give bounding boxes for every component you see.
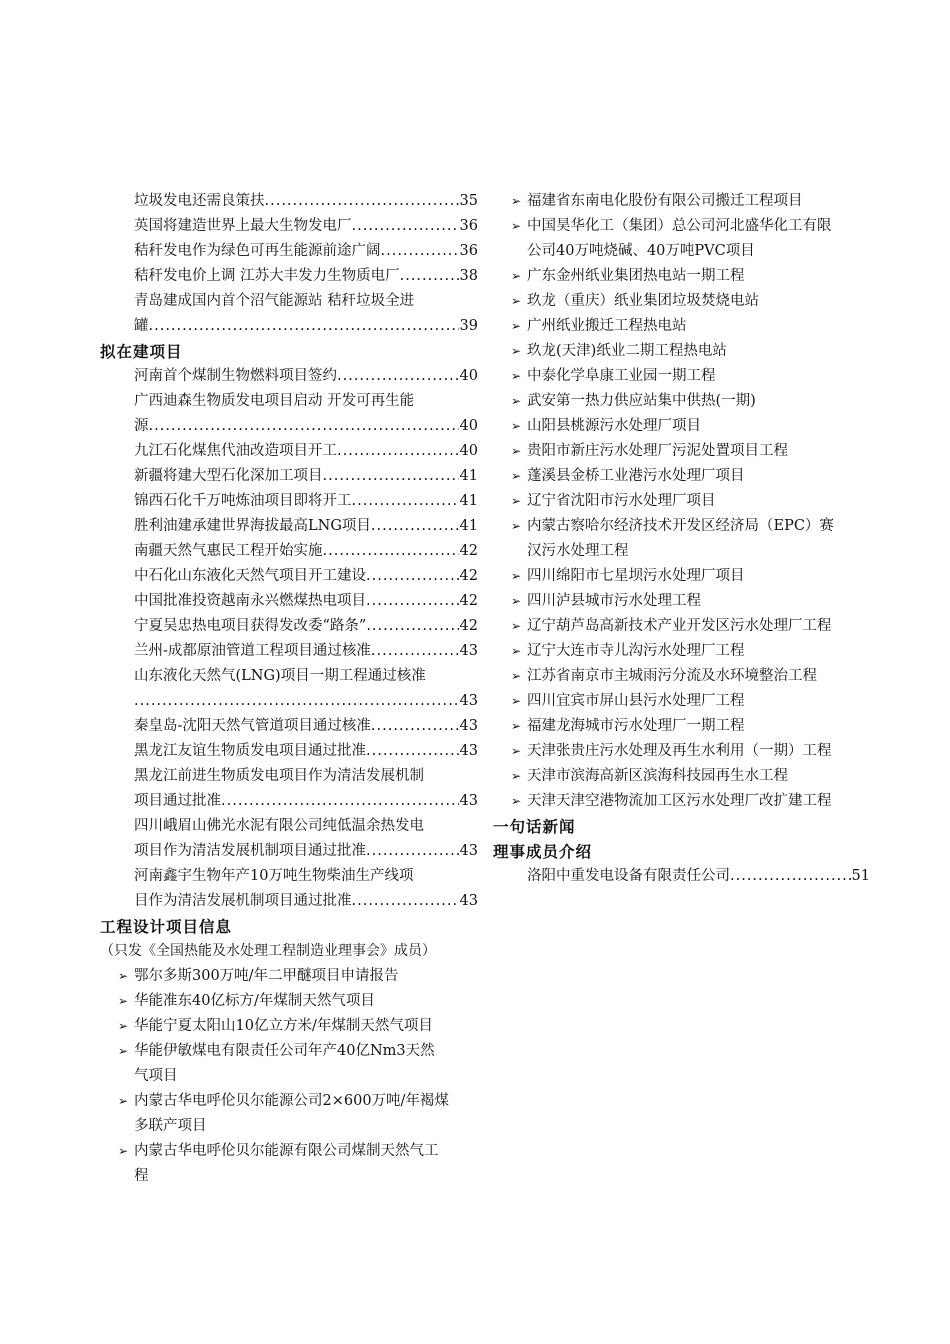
arrow-bullet-icon: ➢ — [118, 1094, 129, 1108]
toc-entry[interactable]: 新疆将建大型石化深加工项目 ..... 41 — [100, 464, 478, 489]
toc-section-planned — [100, 364, 478, 914]
design-list-item[interactable] — [100, 1089, 478, 1139]
toc-entry[interactable]: 九江石化煤焦代油改造项目开工 ..... 40 — [100, 439, 478, 464]
design-list-item[interactable] — [493, 789, 870, 814]
design-list-item[interactable] — [493, 714, 870, 739]
design-list-item-line — [511, 339, 870, 364]
toc-entry[interactable]: 河南首个煤制生物燃料项目签约 ..... 40 — [100, 364, 478, 389]
toc-entry[interactable]: 黑龙江友谊生物质发电项目通过批准 ..... 43 — [100, 739, 478, 764]
arrow-bullet-icon: ➢ — [118, 969, 129, 983]
arrow-bullet-icon: ➢ — [511, 619, 522, 633]
design-list-item-text: 玖龙(天津)纸业二期工程热电站 — [527, 343, 727, 359]
arrow-bullet-icon: ➢ — [118, 1044, 129, 1058]
section-heading-news: 一句话新闻 — [493, 817, 576, 836]
design-note: （只发《全国热能及水处理工程制造业理事会》成员） — [100, 943, 436, 959]
design-list-item-text: 四川宜宾市屏山县污水处理厂工程 — [527, 693, 745, 709]
design-list-item[interactable] — [493, 614, 870, 639]
design-list-item[interactable] — [493, 364, 870, 389]
design-list-item-line — [511, 564, 870, 589]
design-list-item-text: 四川绵阳市七星坝污水处理厂项目 — [527, 568, 745, 584]
arrow-bullet-icon: ➢ — [511, 594, 522, 608]
design-list-item-line — [511, 189, 870, 214]
arrow-bullet-icon: ➢ — [511, 294, 522, 308]
design-list-item[interactable] — [493, 564, 870, 589]
design-list-item-line — [511, 589, 870, 614]
toc-entry-line2[interactable]: 目作为清洁发展机制项目通过批准 ..... 43 — [100, 889, 478, 914]
design-list-item-text: 山阳县桃源污水处理厂项目 — [527, 418, 701, 434]
arrow-bullet-icon: ➢ — [511, 269, 522, 283]
arrow-bullet-icon: ➢ — [118, 1144, 129, 1158]
design-list-item-text: 贵阳市新庄污水处理厂污泥处置项目工程 — [527, 443, 788, 459]
design-list-item[interactable] — [100, 964, 478, 989]
arrow-bullet-icon: ➢ — [511, 344, 522, 358]
design-list-item-text: 内蒙古察哈尔经济技术开发区经济局（EPC）赛 — [527, 518, 834, 534]
section-heading-design: 工程设计项目信息 — [100, 917, 233, 936]
toc-entry[interactable]: 洛阳中重发电设备有限责任公司 ..... 51 — [493, 864, 870, 889]
arrow-bullet-icon: ➢ — [511, 694, 522, 708]
design-list-item-line — [511, 439, 870, 464]
arrow-bullet-icon: ➢ — [511, 719, 522, 733]
design-list-item[interactable] — [100, 1039, 478, 1089]
design-list-item-line — [118, 1039, 478, 1064]
design-list-item[interactable] — [100, 1139, 478, 1189]
left-column — [100, 189, 478, 1189]
design-list-item[interactable] — [493, 189, 870, 214]
design-list-item-line — [511, 364, 870, 389]
arrow-bullet-icon: ➢ — [511, 219, 522, 233]
toc-entry[interactable]: 宁夏吴忠热电项目获得发改委“路条” ..... 42 — [100, 614, 478, 639]
toc-entry[interactable]: 秸秆发电价上调 江苏大丰发力生物质电厂 ..... 38 — [100, 264, 478, 289]
section-heading-members: 理事成员介绍 — [493, 842, 593, 861]
design-list-item-continuation: 多联产项目 — [134, 1118, 207, 1134]
design-list-item[interactable] — [493, 764, 870, 789]
design-list-item-line — [118, 964, 478, 989]
design-list-item-text: 天津天津空港物流加工区污水处理厂改扩建工程 — [527, 793, 832, 809]
arrow-bullet-icon: ➢ — [511, 769, 522, 783]
design-list-item-text: 福建省东南电化股份有限公司搬迁工程项目 — [527, 193, 803, 209]
design-list-item[interactable] — [493, 689, 870, 714]
design-list-item-text: 玖龙（重庆）纸业集团垃圾焚烧电站 — [527, 293, 759, 309]
arrow-bullet-icon: ➢ — [118, 994, 129, 1008]
arrow-bullet-icon: ➢ — [511, 319, 522, 333]
design-list-item-text: 鄂尔多斯300万吨/年二甲醚项目申请报告 — [134, 968, 399, 984]
design-list-item-text: 内蒙古华电呼伦贝尔能源有限公司煤制天然气工 — [134, 1143, 439, 1159]
design-list-item-text: 天津市滨海高新区滨海科技园再生水工程 — [527, 768, 788, 784]
design-list-item[interactable] — [493, 514, 870, 564]
design-list-item[interactable] — [493, 489, 870, 514]
right-column — [493, 189, 870, 889]
design-list — [100, 964, 478, 1189]
toc-entry-line1[interactable]: 广西迪森生物质发电项目启动 开发可再生能 — [134, 393, 415, 409]
design-list-item-line — [511, 414, 870, 439]
design-list-item-text: 辽宁葫芦岛高新技术产业开发区污水处理厂工程 — [527, 618, 832, 634]
design-list-item-line — [511, 264, 870, 289]
design-list-item[interactable] — [100, 1014, 478, 1039]
design-list-item[interactable] — [493, 414, 870, 439]
arrow-bullet-icon: ➢ — [118, 1019, 129, 1033]
design-list-item-line — [511, 289, 870, 314]
design-list-item[interactable] — [493, 589, 870, 614]
toc-entry-line1[interactable]: 山东液化天然气(LNG)项目一期工程通过核准 — [134, 668, 426, 684]
arrow-bullet-icon: ➢ — [511, 194, 522, 208]
arrow-bullet-icon: ➢ — [511, 744, 522, 758]
toc-entry[interactable]: 秦皇岛-沈阳天然气管道项目通过核准 ..... 43 — [100, 714, 478, 739]
design-list-item-line — [511, 314, 870, 339]
design-list-item[interactable] — [493, 214, 870, 264]
design-list-item-line — [511, 389, 870, 414]
design-list-item-line — [511, 689, 870, 714]
design-list-item-line — [118, 1089, 478, 1114]
arrow-bullet-icon: ➢ — [511, 569, 522, 583]
design-list-item-line — [511, 789, 870, 814]
design-list-item[interactable] — [493, 289, 870, 314]
design-list-item-continuation: 程 — [134, 1168, 149, 1184]
design-list-item-text: 江苏省南京市主城雨污分流及水环境整治工程 — [527, 668, 817, 684]
design-list-item-text: 四川泸县城市污水处理工程 — [527, 593, 701, 609]
toc-section-top — [100, 189, 478, 339]
design-list-item-text: 蓬溪县金桥工业港污水处理厂项目 — [527, 468, 745, 484]
toc-entry[interactable]: 中国批准投资越南永兴燃煤热电项目 ..... 42 — [100, 589, 478, 614]
design-list-item-text: 华能宁夏太阳山10亿立方米/年煤制天然气项目 — [134, 1018, 433, 1034]
design-list-item-line — [511, 214, 870, 239]
toc-entry[interactable]: 南疆天然气惠民工程开始实施 ..... 42 — [100, 539, 478, 564]
design-list-item[interactable] — [493, 439, 870, 464]
arrow-bullet-icon: ➢ — [511, 644, 522, 658]
design-list-item-text: 天津张贵庄污水处理及再生水利用（一期）工程 — [527, 743, 832, 759]
toc-entry[interactable]: 英国将建造世界上最大生物发电厂 ..... 36 — [100, 214, 478, 239]
design-list-item-text: 辽宁省沈阳市污水处理厂项目 — [527, 493, 716, 509]
arrow-bullet-icon: ➢ — [511, 494, 522, 508]
arrow-bullet-icon: ➢ — [511, 419, 522, 433]
design-list-item-text: 中泰化学阜康工业园一期工程 — [527, 368, 716, 384]
section-heading-planned: 拟在建项目 — [100, 342, 183, 361]
arrow-bullet-icon: ➢ — [511, 394, 522, 408]
arrow-bullet-icon: ➢ — [511, 369, 522, 383]
design-list-item[interactable] — [100, 989, 478, 1014]
design-list-item[interactable] — [493, 264, 870, 289]
toc-entry[interactable]: 胜利油建承建世界海拔最高LNG项目 ..... 41 — [100, 514, 478, 539]
toc-entry[interactable]: 兰州-成都原油管道工程项目通过核准 ..... 43 — [100, 639, 478, 664]
arrow-bullet-icon: ➢ — [511, 519, 522, 533]
design-list-item-line — [511, 764, 870, 789]
toc-entry[interactable]: 中石化山东液化天然气项目开工建设 ..... 42 — [100, 564, 478, 589]
design-list-item-text: 华能伊敏煤电有限责任公司年产40亿Nm3天然 — [134, 1043, 435, 1059]
design-list-item[interactable] — [493, 389, 870, 414]
design-list-item-text: 武安第一热力供应站集中供热(一期) — [527, 393, 756, 409]
design-list-item-line — [511, 639, 870, 664]
design-list-item-line — [118, 989, 478, 1014]
design-list-item-line — [511, 514, 870, 539]
design-list-item-line — [511, 714, 870, 739]
design-list-item[interactable] — [493, 314, 870, 339]
toc-entry-line1[interactable]: 河南鑫宇生物年产10万吨生物柴油生产线项 — [134, 868, 414, 884]
design-list-item-text: 内蒙古华电呼伦贝尔能源公司2×600万吨/年褐煤 — [134, 1093, 449, 1109]
design-list-item-text: 辽宁大连市寺儿沟污水处理厂工程 — [527, 643, 745, 659]
toc-entry-line2[interactable]: 项目通过批准 ..... 43 — [100, 789, 478, 814]
toc-entry[interactable]: 垃圾发电还需良策扶 ..... 35 — [100, 189, 478, 214]
toc-entry-line1[interactable]: 青岛建成国内首个沼气能源站 秸秆垃圾全进 — [134, 293, 415, 309]
design-list-item[interactable] — [493, 339, 870, 364]
design-list-item-line — [118, 1139, 478, 1164]
arrow-bullet-icon: ➢ — [511, 444, 522, 458]
toc-entry-line1[interactable]: 四川峨眉山佛光水泥有限公司纯低温余热发电 — [134, 818, 424, 834]
design-list-item-continuation: 公司40万吨烧碱、40万吨PVC项目 — [527, 243, 755, 259]
toc-entry-line2[interactable]: 罐 ..... 39 — [100, 314, 478, 339]
design-list-item-continuation: 汉污水处理工程 — [527, 543, 629, 559]
design-list-item[interactable] — [493, 664, 870, 689]
design-list-item-continuation: 气项目 — [134, 1068, 178, 1084]
design-list — [493, 189, 870, 814]
toc-entry-line2[interactable]: 项目作为清洁发展机制项目通过批准 ..... 43 — [100, 839, 478, 864]
design-list-item-line — [511, 614, 870, 639]
design-list-item-text: 中国昊华化工（集团）总公司河北盛华化工有限 — [527, 218, 832, 234]
design-list-item[interactable] — [493, 639, 870, 664]
design-list-item[interactable] — [493, 464, 870, 489]
design-list-item-line — [511, 739, 870, 764]
design-list-item-line — [511, 664, 870, 689]
design-list-item-text: 广东金州纸业集团热电站一期工程 — [527, 268, 745, 284]
design-list-item-line — [511, 489, 870, 514]
toc-entry-line2[interactable]: 源 ..... 40 — [100, 414, 478, 439]
toc-entry-line1[interactable]: 黑龙江前进生物质发电项目作为清洁发展机制 — [134, 768, 424, 784]
design-list-item-line — [511, 464, 870, 489]
arrow-bullet-icon: ➢ — [511, 669, 522, 683]
arrow-bullet-icon: ➢ — [511, 469, 522, 483]
toc-entry-line2[interactable]: ..... 43 — [100, 689, 478, 714]
design-list-item-text: 福建龙海城市污水处理厂一期工程 — [527, 718, 745, 734]
design-list-item-text: 广州纸业搬迁工程热电站 — [527, 318, 687, 334]
design-list-item[interactable] — [493, 739, 870, 764]
toc-entry[interactable]: 秸秆发电作为绿色可再生能源前途广阔 ..... 36 — [100, 239, 478, 264]
arrow-bullet-icon: ➢ — [511, 794, 522, 808]
design-list-item-text: 华能准东40亿标方/年煤制天然气项目 — [134, 993, 375, 1009]
toc-entry[interactable]: 锦西石化千万吨炼油项目即将开工 ..... 41 — [100, 489, 478, 514]
design-list-item-line — [118, 1014, 478, 1039]
